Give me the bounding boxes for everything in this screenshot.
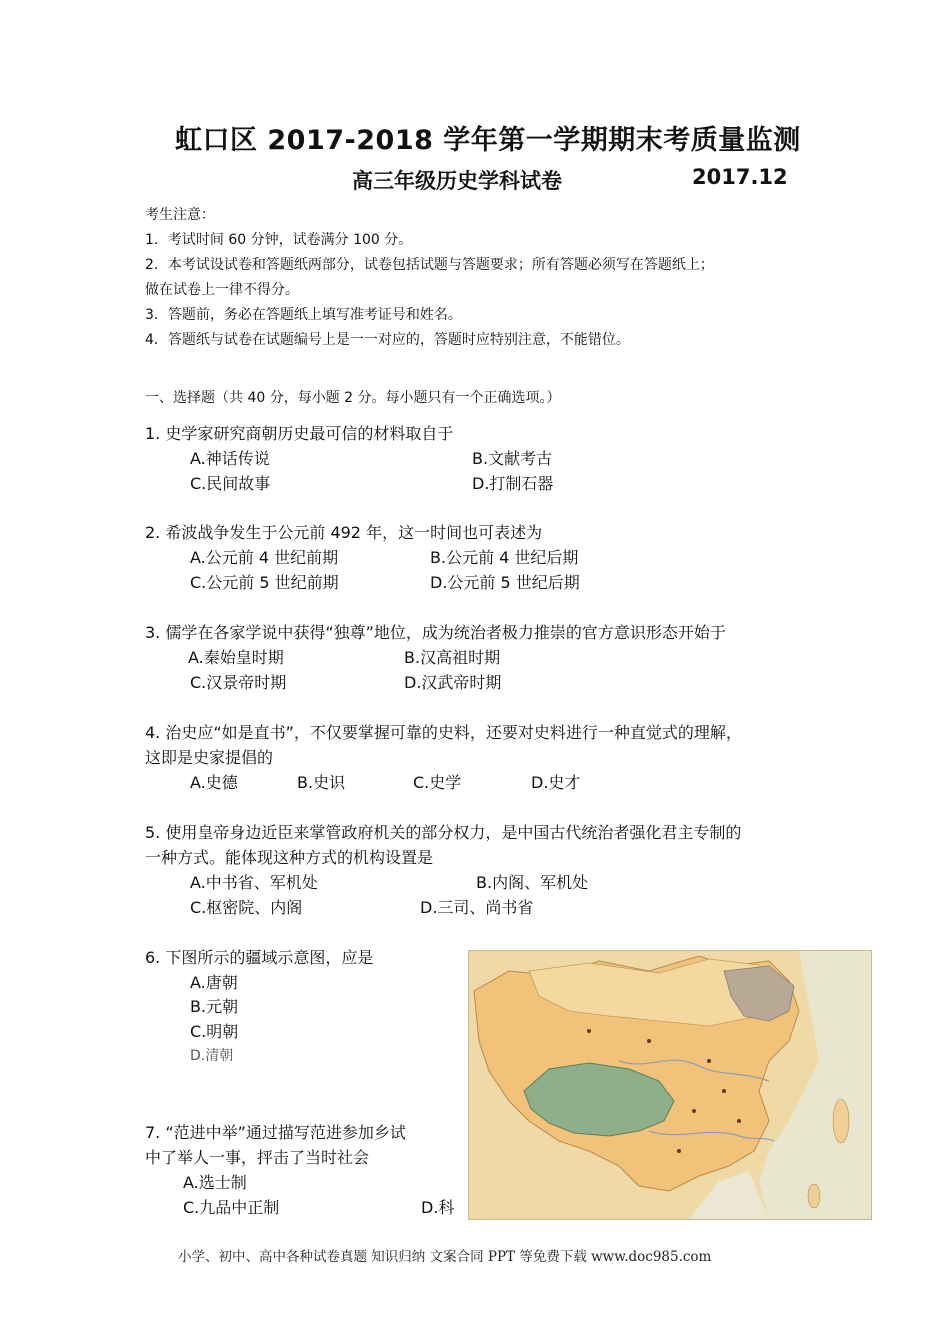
exam-date: 2017.12 bbox=[692, 165, 788, 189]
option-a: A.神话传说 bbox=[190, 449, 270, 468]
exam-title: 虹口区 2017-2018 学年第一学期期末考质量监测 bbox=[175, 125, 801, 156]
question-stem: 3. 儒学在各家学说中获得“独尊”地位，成为统治者极力推崇的官方意识形态开始于 bbox=[145, 623, 726, 642]
option-a: A.选士制 bbox=[183, 1173, 247, 1192]
question-stem-continued: 这即是史家提倡的 bbox=[145, 748, 274, 767]
section-heading: 一、选择题（共 40 分，每小题 2 分。每小题只有一个正确选项。） bbox=[145, 390, 561, 406]
notice-heading: 考生注意： bbox=[145, 207, 215, 223]
question-stem: 6. 下图所示的疆域示意图，应是 bbox=[145, 948, 374, 967]
option-a: A.公元前 4 世纪前期 bbox=[190, 548, 339, 567]
option-d: D.公元前 5 世纪后期 bbox=[430, 573, 580, 592]
notice-line: 做在试卷上一律不得分。 bbox=[145, 282, 299, 298]
page-footer: 小学、初中、高中各种试卷真题 知识归纳 文案合同 PPT 等免费下载 www.doc985.com bbox=[178, 1249, 712, 1265]
territory-map-svg bbox=[469, 951, 871, 1219]
option-d: D.汉武帝时期 bbox=[404, 673, 502, 692]
notice-line: 3．答题前，务必在答题纸上填写准考证号和姓名。 bbox=[145, 307, 462, 323]
option-b: B.内阁、军机处 bbox=[476, 873, 589, 892]
question-stem: 5. 使用皇帝身边近臣来掌管政府机关的部分权力，是中国古代统治者强化君主专制的 bbox=[145, 823, 742, 842]
option-d: D.科 bbox=[421, 1198, 455, 1217]
territory-map-image bbox=[468, 950, 872, 1220]
option-b: B.文献考古 bbox=[472, 449, 553, 468]
option-b: B.史识 bbox=[297, 773, 346, 792]
option-c: C.九品中正制 bbox=[183, 1198, 280, 1217]
option-d: D.打制石器 bbox=[472, 474, 554, 493]
question-stem: 4. 治史应“如是直书”，不仅要掌握可靠的史料，还要对史料进行一种直觉式的理解， bbox=[145, 723, 742, 742]
option-c: C.明朝 bbox=[190, 1022, 239, 1041]
option-c: C.汉景帝时期 bbox=[190, 673, 287, 692]
question-stem: 1. 史学家研究商朝历史最可信的材料取自于 bbox=[145, 424, 454, 443]
option-a: A.秦始皇时期 bbox=[188, 648, 284, 667]
question-stem: 7. “范进中举”通过描写范进参加乡试 bbox=[145, 1123, 406, 1142]
option-b: B.公元前 4 世纪后期 bbox=[430, 548, 579, 567]
option-c: C.史学 bbox=[413, 773, 462, 792]
option-a: A.史德 bbox=[190, 773, 238, 792]
option-c: C.民间故事 bbox=[190, 474, 271, 493]
option-d: D.史才 bbox=[531, 773, 581, 792]
notice-line: 2．本考试设试卷和答题纸两部分，试卷包括试题与答题要求；所有答题必须写在答题纸上； bbox=[145, 257, 714, 273]
option-d: D.三司、尚书省 bbox=[420, 898, 534, 917]
option-a: A.中书省、军机处 bbox=[190, 873, 318, 892]
option-a: A.唐朝 bbox=[190, 973, 238, 992]
question-stem-continued: 中了举人一事，抨击了当时社会 bbox=[145, 1148, 370, 1167]
exam-subtitle: 高三年级历史学科试卷 bbox=[352, 169, 562, 193]
option-b: B.元朝 bbox=[190, 997, 239, 1016]
notice-line: 4．答题纸与试卷在试题编号上是一一对应的，答题时应特别注意，不能错位。 bbox=[145, 332, 630, 348]
question-stem: 2. 希波战争发生于公元前 492 年，这一时间也可表述为 bbox=[145, 523, 543, 542]
option-d: D.清朝 bbox=[190, 1048, 234, 1064]
option-c: C.枢密院、内阁 bbox=[190, 898, 303, 917]
notice-line: 1．考试时间 60 分钟，试卷满分 100 分。 bbox=[145, 232, 413, 248]
option-c: C.公元前 5 世纪前期 bbox=[190, 573, 339, 592]
question-stem-continued: 一种方式。能体现这种方式的机构设置是 bbox=[145, 848, 434, 867]
option-b: B.汉高祖时期 bbox=[404, 648, 501, 667]
